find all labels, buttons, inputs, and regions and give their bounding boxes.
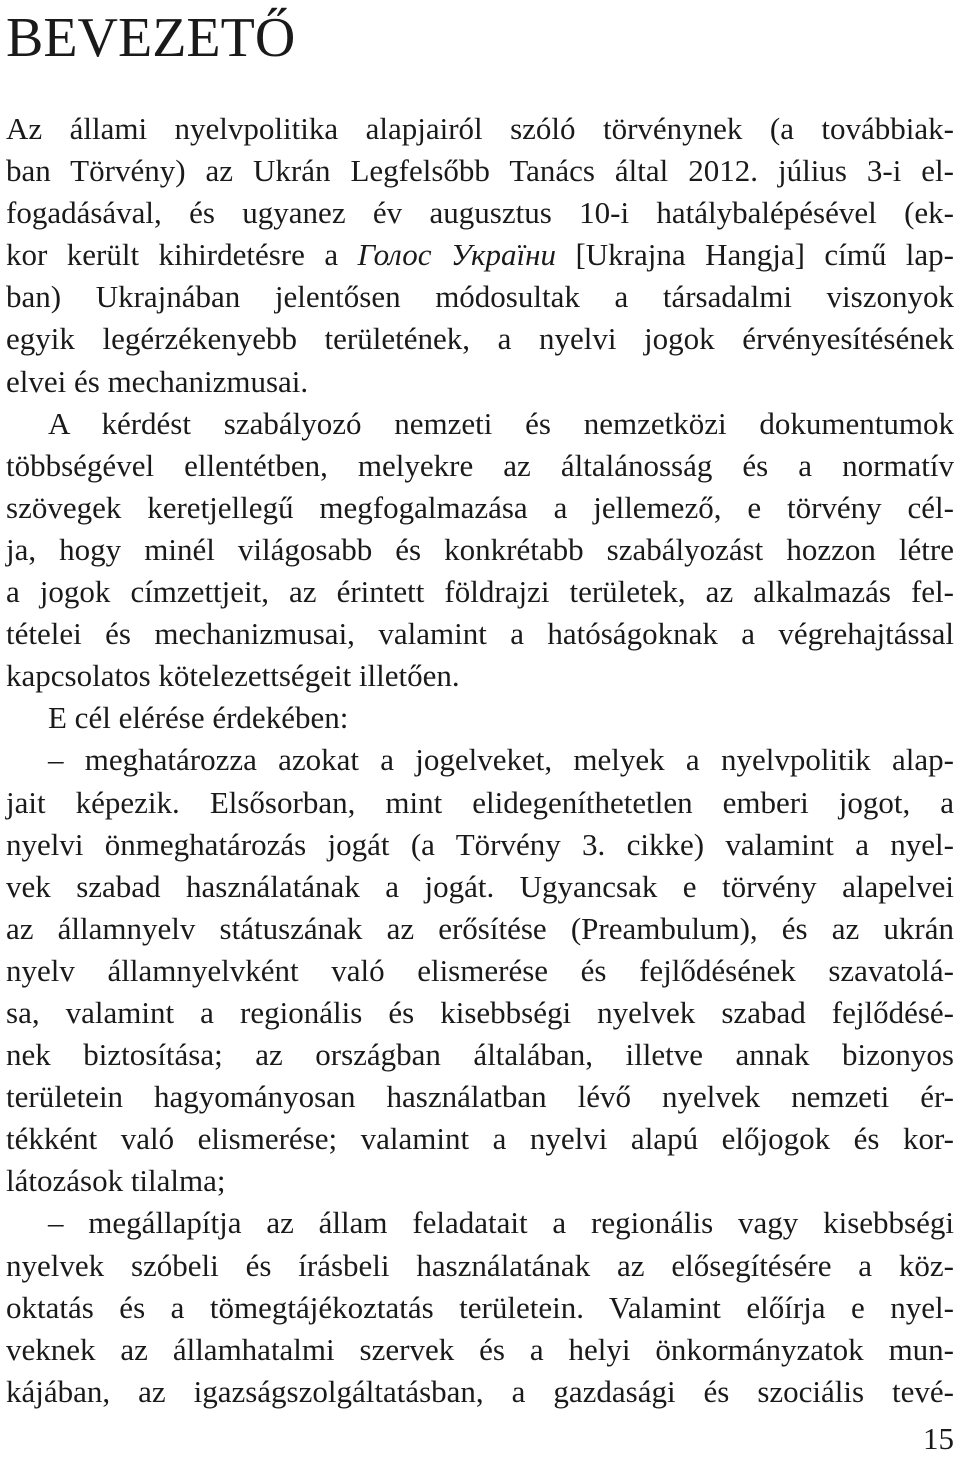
chapter-heading: BEVEZETŐ [6, 7, 296, 69]
text-line: – meghatározza azokat a jogelveket, melyek a nyelvpolitik alap- [48, 742, 954, 778]
text-line: nyelvek szóbeli és írásbeli használatának az elősegítésére a köz- [6, 1247, 954, 1283]
text-line: kor került kihirdetésre a Голос України [Ukrajna Hangja] című lap- [6, 237, 955, 273]
text-line: tételei és mechanizmusai, valamint a hatóságoknak a végrehajtással [6, 616, 954, 652]
text-line: területein hagyományosan használatban lévő nyelvek nemzeti ér- [6, 1079, 954, 1115]
text-line: fogadásával, és ugyanez év augusztus 10-i hatálybalépésével (ek- [6, 195, 954, 231]
text-line: kájában, az igazságszolgáltatásban, a gazdasági és szociális tevé- [6, 1373, 954, 1409]
text-line: vek szabad használatának a jogát. Ugyancsak e törvény alapelvei [6, 868, 954, 904]
text-line: nyelvi önmeghatározás jogát (a Törvény 3. cikke) valamint a nyel- [6, 826, 954, 862]
text-line: szövegek keretjellegű megfogalmazása a jellemező, e törvény cél- [6, 489, 954, 525]
page-number: 15 [923, 1421, 954, 1456]
text-line: A kérdést szabályozó nemzeti és nemzetközi dokumentumok [48, 405, 954, 441]
text-line: sa, valamint a regionális és kisebbségi nyelvek szabad fejlődésé- [6, 994, 954, 1030]
text-line: tékként való elismerése; valamint a nyelvi alapú előjogok és kor- [6, 1121, 954, 1157]
text-line: veknek az államhatalmi szervek és a helyi önkormányzatok mun- [6, 1331, 954, 1367]
text-line: nyelv államnyelvként való elismerése és fejlődésének szavatolá- [6, 952, 954, 988]
text-line: az államnyelv státuszának az erősítése (Preambulum), és az ukrán [6, 910, 954, 946]
text-line: ban) Ukrajnában jelentősen módosultak a társadalmi viszonyok [6, 279, 954, 315]
body-text [6, 108, 954, 1413]
text-line: oktatás és a tömegtájékoztatás területein. Valamint előírja e nyel- [6, 1289, 954, 1325]
text-line: jait képezik. Elsősorban, mint elidegeníthetetlen emberi jogot, a [6, 784, 954, 820]
text-line: E cél elérése érdekében: [48, 700, 349, 736]
text-line: egyik legérzékenyebb területének, a nyelvi jogok érvényesítésének [6, 321, 954, 357]
text-line: kapcsolatos kötelezettségeit illetően. [6, 658, 460, 694]
text-line: elvei és mechanizmusai. [6, 363, 309, 399]
newspaper-title: Голос України [357, 237, 556, 273]
text-line: Az állami nyelvpolitika alapjairól szóló törvénynek (a továbbiak- [6, 111, 954, 146]
text-line: ban Törvény) az Ukrán Legfelsőbb Tanács által 2012. július 3-i el- [6, 153, 954, 189]
text-line: nek biztosítása; az országban általában, illetve annak bizonyos [6, 1037, 954, 1073]
text-line: – megállapítja az állam feladatait a regionális vagy kisebbségi [48, 1205, 954, 1241]
text-line: a jogok címzettjeit, az érintett földrajzi területek, az alkalmazás fel- [6, 574, 954, 610]
text-line: látozások tilalma; [6, 1163, 226, 1199]
text-line: ja, hogy minél világosabb és konkrétabb szabályozást hozzon létre [6, 531, 954, 567]
text-line: többségével ellentétben, melyekre az általánosság és a normatív [6, 447, 954, 483]
